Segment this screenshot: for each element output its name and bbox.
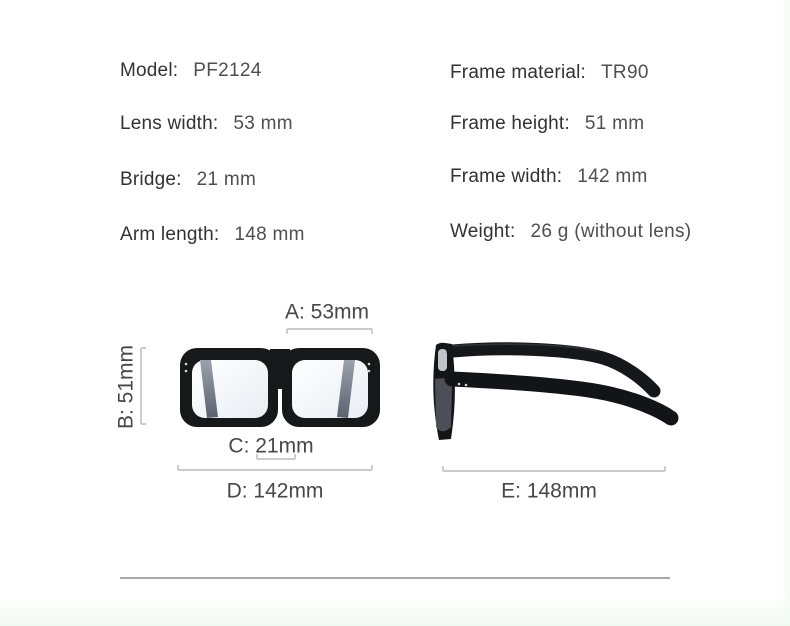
spec-label: Bridge: [120,169,182,190]
lens-width-dimension-line [287,329,372,334]
spec-value: 142 mm [577,166,648,187]
arm-length-dimension-line [443,466,665,471]
spec-value: TR90 [601,62,649,83]
spec-label: Lens width: [120,113,219,134]
spec-label: Model: [120,60,179,81]
frame-height-dimension-line [141,348,146,424]
frame-height-dimension-label: B: 51mm [114,344,138,430]
spec-value: 148 mm [234,224,305,245]
spec-value: 53 mm [233,113,293,134]
spec-value: 21 mm [196,169,257,190]
spec-label: Weight: [450,221,516,242]
spec-value: 26 g (without lens) [530,221,692,242]
spec-label: Frame width: [450,166,563,187]
lens-width-dimension-label: A: 53mm [284,300,370,324]
bridge-dimension-line [257,454,295,459]
bridge-dimension-label: C: 21mm [228,434,314,458]
arm-length-dimension-label: E: 148mm [501,479,597,503]
frame-width-dimension-label: D: 142mm [226,479,324,503]
spec-label: Arm length: [120,224,220,245]
side-view-glasses-image [425,335,690,450]
front-view-glasses-image [170,340,385,435]
spec-label: Frame material: [450,62,587,83]
spec-value: 51 mm [584,113,645,134]
spec-value: PF2124 [193,60,262,81]
frame-width-dimension-line [178,465,372,470]
spec-label: Frame height: [450,113,570,134]
